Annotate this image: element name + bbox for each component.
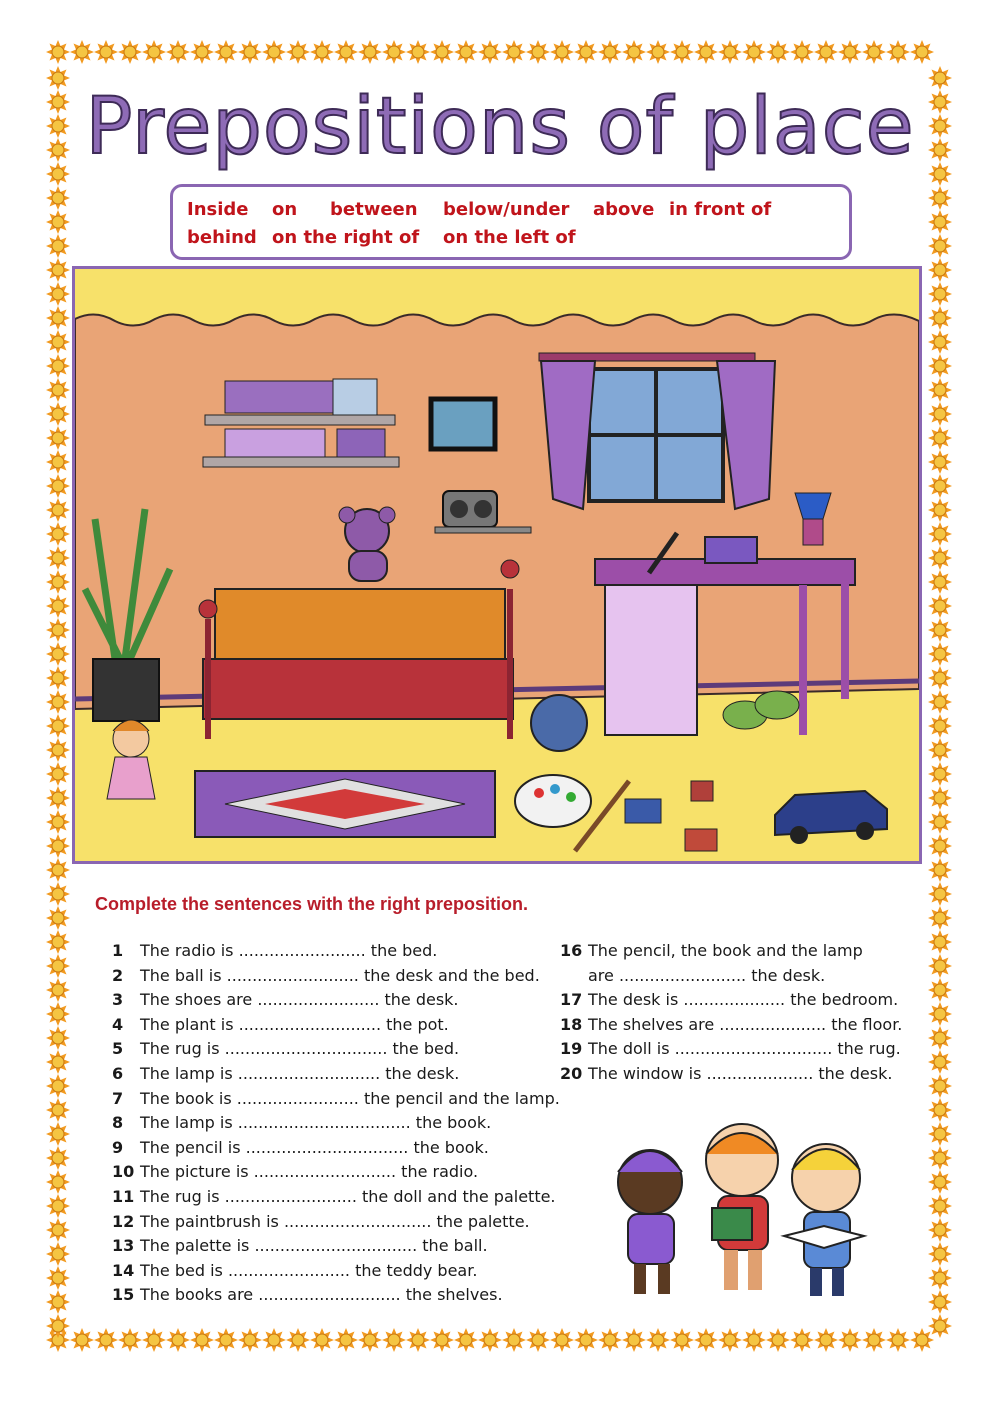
sun-border-icon <box>46 906 70 930</box>
sun-border-icon <box>46 834 70 858</box>
sun-border-icon <box>598 40 622 64</box>
sun-border-icon <box>928 378 952 402</box>
sun-border-icon <box>622 40 646 64</box>
sun-border-icon <box>928 1218 952 1242</box>
sun-border-icon <box>928 978 952 1002</box>
sun-border-icon <box>94 1328 118 1352</box>
exercise-text: The lamp is ............................ the desk. <box>140 1064 460 1083</box>
sun-border-icon <box>46 354 70 378</box>
word-bank-item: on <box>272 199 298 220</box>
sun-border-icon <box>928 1242 952 1266</box>
sun-border-icon <box>190 1328 214 1352</box>
sun-border-icon <box>886 1328 910 1352</box>
exercise-text: The radio is ......................... the bed. <box>140 941 438 960</box>
sun-border-icon <box>928 1290 952 1314</box>
sun-border-icon <box>46 1170 70 1194</box>
sun-border-icon <box>46 234 70 258</box>
sun-border-icon <box>310 1328 334 1352</box>
sun-border-icon <box>358 1328 382 1352</box>
word-bank-item: behind <box>187 227 257 248</box>
sun-border-icon <box>766 1328 790 1352</box>
sun-border-icon <box>190 40 214 64</box>
window <box>539 353 775 509</box>
sun-border-icon <box>166 40 190 64</box>
sun-border-icon <box>598 1328 622 1352</box>
sun-border-icon <box>574 1328 598 1352</box>
exercise-text: The pencil, the book and the lamp <box>588 941 863 960</box>
exercise-item <box>560 941 863 961</box>
exercise-number: 18 <box>560 1014 583 1034</box>
sun-border-icon <box>46 690 70 714</box>
exercise-item <box>560 966 825 986</box>
sun-border-icon <box>526 40 550 64</box>
exercise-item <box>112 966 540 986</box>
exercise-item <box>112 1261 477 1281</box>
sun-border-icon <box>46 618 70 642</box>
sun-border-icon <box>622 1328 646 1352</box>
sun-border-icon <box>46 426 70 450</box>
exercise-item <box>112 1113 491 1133</box>
exercise-number: 2 <box>112 965 124 985</box>
sun-border-icon <box>928 1002 952 1026</box>
sun-border-icon <box>502 1328 526 1352</box>
sun-border-icon <box>430 40 454 64</box>
sun-border-icon <box>46 714 70 738</box>
sun-border-icon <box>46 858 70 882</box>
sun-border-icon <box>334 1328 358 1352</box>
sun-border-icon <box>928 522 952 546</box>
sun-border-icon <box>928 930 952 954</box>
sun-border-icon <box>46 882 70 906</box>
exercise-item <box>112 1015 449 1035</box>
exercise-number: 7 <box>112 1088 124 1108</box>
exercise-text: The paintbrush is ............................. the palette. <box>140 1211 530 1231</box>
exercise-text: The shoes are ........................ the desk. <box>140 990 459 1010</box>
sun-border-icon <box>928 1314 952 1338</box>
exercise-number: 15 <box>112 1285 135 1305</box>
exercise-number: 9 <box>112 1137 124 1157</box>
exercise-number: 12 <box>112 1211 135 1231</box>
rug <box>195 771 495 837</box>
sun-border-icon <box>46 402 70 426</box>
sun-border-icon <box>70 40 94 64</box>
sun-border-icon <box>838 1328 862 1352</box>
sun-border-icon <box>46 642 70 666</box>
sun-border-icon <box>46 570 70 594</box>
sun-border-icon <box>238 40 262 64</box>
exercise-text: The shelves are ..................... the floor. <box>588 1014 903 1034</box>
sun-border-icon <box>718 1328 742 1352</box>
sun-border-icon <box>46 450 70 474</box>
sun-border-icon <box>46 1122 70 1146</box>
sun-border-icon <box>646 40 670 64</box>
sun-border-icon <box>742 1328 766 1352</box>
sun-border-icon <box>526 1328 550 1352</box>
exercise-number: 11 <box>112 1187 135 1206</box>
sun-border-icon <box>46 378 70 402</box>
sun-border-icon <box>928 210 952 234</box>
shelves <box>203 379 399 467</box>
block <box>625 799 661 823</box>
exercise-number: 19 <box>560 1039 583 1059</box>
exercise-number: 17 <box>560 990 583 1010</box>
exercise-number: 4 <box>112 1014 124 1034</box>
sun-border-icon <box>862 1328 886 1352</box>
sun-border-icon <box>670 40 694 64</box>
sun-border-icon <box>928 1074 952 1098</box>
sun-border-icon <box>928 1266 952 1290</box>
exercise-text: The ball is .......................... the desk and the bed. <box>140 965 540 985</box>
exercise-text: The bed is ........................ the teddy bear. <box>140 1260 478 1280</box>
exercise-number: 8 <box>112 1113 124 1133</box>
sun-border-icon <box>550 40 574 64</box>
sun-border-icon <box>214 40 238 64</box>
exercise-item <box>112 1089 560 1109</box>
word-bank-item: on the right of <box>272 227 420 248</box>
sun-border-icon <box>862 40 886 64</box>
sun-border-icon <box>928 618 952 642</box>
sun-border-icon <box>46 282 70 306</box>
sun-border-icon <box>286 40 310 64</box>
sun-border-icon <box>46 1218 70 1242</box>
sun-border-icon <box>766 40 790 64</box>
sun-border-icon <box>142 40 166 64</box>
sun-border-icon <box>928 1098 952 1122</box>
sun-border-icon <box>928 882 952 906</box>
sun-border-icon <box>46 930 70 954</box>
sun-border-icon <box>238 1328 262 1352</box>
exercise-text: The rug is .......................... the doll and the palette. <box>140 1187 556 1206</box>
word-bank <box>170 184 852 260</box>
exercise-text: The lamp is .................................. the book. <box>140 1113 492 1133</box>
sun-border-icon <box>928 834 952 858</box>
word-bank-item: on the left of <box>443 227 576 248</box>
sun-border-icon <box>928 738 952 762</box>
sun-border-icon <box>46 1050 70 1074</box>
exercise-item <box>560 1039 901 1059</box>
sun-border-icon <box>46 258 70 282</box>
sun-border-icon <box>46 810 70 834</box>
sun-border-icon <box>928 810 952 834</box>
sun-border-icon <box>928 306 952 330</box>
sun-border-icon <box>46 786 70 810</box>
sun-border-icon <box>118 40 142 64</box>
exercise-item <box>112 941 437 961</box>
sun-border-icon <box>928 282 952 306</box>
ball <box>531 695 587 751</box>
sun-border-icon <box>46 1314 70 1338</box>
sun-border-icon <box>46 546 70 570</box>
sun-border-icon <box>406 40 430 64</box>
sun-border-icon <box>454 40 478 64</box>
sun-border-icon <box>46 474 70 498</box>
sun-border-icon <box>46 1146 70 1170</box>
sun-border-icon <box>790 40 814 64</box>
sun-border-top <box>46 40 934 64</box>
sun-border-icon <box>742 40 766 64</box>
sun-border-icon <box>46 954 70 978</box>
sun-border-icon <box>454 1328 478 1352</box>
sun-border-icon <box>406 1328 430 1352</box>
sun-border-icon <box>790 1328 814 1352</box>
sun-border-icon <box>46 306 70 330</box>
sun-border-icon <box>46 522 70 546</box>
word-bank-item: between <box>330 199 418 220</box>
doll <box>107 720 155 799</box>
sun-border-icon <box>46 210 70 234</box>
sun-border-right <box>928 66 952 1338</box>
exercise-number: 1 <box>112 941 124 960</box>
sun-border-icon <box>928 402 952 426</box>
exercise-text: are ......................... the desk. <box>588 965 826 985</box>
word-bank-item: above <box>593 199 655 220</box>
sun-border-icon <box>928 954 952 978</box>
sun-border-icon <box>46 1026 70 1050</box>
exercise-number: 10 <box>112 1162 135 1182</box>
sun-border-icon <box>46 40 70 64</box>
block <box>691 781 713 801</box>
sun-border-icon <box>928 1146 952 1170</box>
sun-border-icon <box>70 1328 94 1352</box>
instruction: Complete the sentences with the right preposition. <box>95 894 529 914</box>
sun-border-icon <box>550 1328 574 1352</box>
sun-border-icon <box>928 570 952 594</box>
sun-border-icon <box>886 40 910 64</box>
exercise-item <box>112 1064 459 1084</box>
sun-border-icon <box>928 642 952 666</box>
sun-border-icon <box>694 40 718 64</box>
exercise-number: 13 <box>112 1236 135 1256</box>
sun-border-icon <box>310 40 334 64</box>
sun-border-icon <box>928 594 952 618</box>
sun-border-icon <box>46 978 70 1002</box>
sun-border-icon <box>718 40 742 64</box>
kids-reading-illustration <box>600 1112 880 1307</box>
sun-border-icon <box>574 40 598 64</box>
exercise-number: 5 <box>112 1039 124 1059</box>
sun-border-icon <box>46 1194 70 1218</box>
word-bank-item: in front of <box>669 199 772 220</box>
sun-border-icon <box>838 40 862 64</box>
sun-border-icon <box>814 40 838 64</box>
exercise-number: 6 <box>112 1064 124 1083</box>
bedroom-illustration <box>72 266 922 864</box>
sun-border-icon <box>214 1328 238 1352</box>
sun-border-icon <box>928 1170 952 1194</box>
sun-border-icon <box>430 1328 454 1352</box>
exercise-number: 3 <box>112 990 124 1010</box>
sun-border-icon <box>928 1194 952 1218</box>
sun-border-icon <box>46 762 70 786</box>
exercise-text: The doll is ............................... the rug. <box>588 1039 901 1059</box>
sun-border-icon <box>928 450 952 474</box>
exercise-number: 20 <box>560 1064 583 1083</box>
exercise-text: The books are ............................ the shelves. <box>140 1285 503 1305</box>
exercise-item <box>560 1064 892 1084</box>
sun-border-icon <box>928 1050 952 1074</box>
exercise-item <box>560 990 898 1010</box>
sun-border-icon <box>928 690 952 714</box>
sun-border-icon <box>94 40 118 64</box>
sun-border-icon <box>118 1328 142 1352</box>
sun-border-icon <box>382 40 406 64</box>
sun-border-icon <box>46 330 70 354</box>
exercise-text: The palette is ................................ the ball. <box>140 1236 488 1256</box>
sun-border-icon <box>46 594 70 618</box>
sun-border-icon <box>46 1098 70 1122</box>
sun-border-icon <box>928 1122 952 1146</box>
picture-frame <box>431 399 495 449</box>
sun-border-icon <box>928 858 952 882</box>
exercise-text: The picture is ............................ the radio. <box>140 1162 479 1182</box>
word-bank-item: below/under <box>443 199 570 220</box>
sun-border-icon <box>334 40 358 64</box>
sun-border-icon <box>46 1266 70 1290</box>
sun-border-icon <box>694 1328 718 1352</box>
sun-border-icon <box>928 786 952 810</box>
sun-border-icon <box>262 1328 286 1352</box>
sun-border-icon <box>478 40 502 64</box>
exercise-item <box>560 1015 902 1035</box>
sun-border-left <box>46 66 70 1338</box>
sun-border-icon <box>928 906 952 930</box>
exercise-item <box>112 1162 478 1182</box>
sun-border-icon <box>928 474 952 498</box>
sun-border-bottom <box>46 1328 934 1352</box>
sun-border-icon <box>928 234 952 258</box>
sun-border-icon <box>382 1328 406 1352</box>
sun-border-icon <box>142 1328 166 1352</box>
sun-border-icon <box>928 666 952 690</box>
sun-border-icon <box>46 1074 70 1098</box>
sun-border-icon <box>670 1328 694 1352</box>
sun-border-icon <box>502 40 526 64</box>
exercise-item <box>112 1212 530 1232</box>
sun-border-icon <box>478 1328 502 1352</box>
sun-border-icon <box>262 40 286 64</box>
exercise-text: The plant is ............................ the pot. <box>140 1014 449 1034</box>
sun-border-icon <box>46 498 70 522</box>
exercise-item <box>112 1236 488 1256</box>
exercise-text: The book is ........................ the pencil and the lamp. <box>140 1088 560 1108</box>
sun-border-icon <box>928 330 952 354</box>
block <box>685 829 717 851</box>
sun-border-icon <box>46 666 70 690</box>
exercise-item <box>112 1138 489 1158</box>
sun-border-icon <box>928 1026 952 1050</box>
sun-border-icon <box>928 186 952 210</box>
sun-border-icon <box>46 738 70 762</box>
book <box>705 537 757 563</box>
exercise-item <box>112 1187 556 1207</box>
sun-border-icon <box>46 186 70 210</box>
sun-border-icon <box>166 1328 190 1352</box>
sun-border-icon <box>928 426 952 450</box>
sun-border-icon <box>928 354 952 378</box>
sun-border-icon <box>286 1328 310 1352</box>
exercise-text: The window is ..................... the desk. <box>588 1064 893 1083</box>
sun-border-icon <box>358 40 382 64</box>
sun-border-icon <box>46 1242 70 1266</box>
sun-border-icon <box>646 1328 670 1352</box>
sun-border-icon <box>814 1328 838 1352</box>
sun-border-icon <box>928 714 952 738</box>
exercise-text: The rug is ................................ the bed. <box>140 1039 460 1059</box>
sun-border-icon <box>928 546 952 570</box>
sun-border-icon <box>46 1002 70 1026</box>
exercise-number: 14 <box>112 1260 135 1280</box>
exercise-text: The desk is .................... the bedroom. <box>588 990 899 1010</box>
sun-border-icon <box>928 498 952 522</box>
sun-border-icon <box>910 40 934 64</box>
exercise-number: 16 <box>560 941 583 960</box>
exercise-item <box>112 1285 503 1305</box>
page-title: Prepositions of place <box>85 82 915 172</box>
sun-border-icon <box>46 1290 70 1314</box>
sun-border-icon <box>928 258 952 282</box>
sun-border-icon <box>928 762 952 786</box>
exercise-item <box>112 1039 459 1059</box>
word-bank-item: Inside <box>187 199 249 220</box>
exercise-text: The pencil is ................................ the book. <box>140 1137 489 1157</box>
exercise-item <box>112 990 459 1010</box>
